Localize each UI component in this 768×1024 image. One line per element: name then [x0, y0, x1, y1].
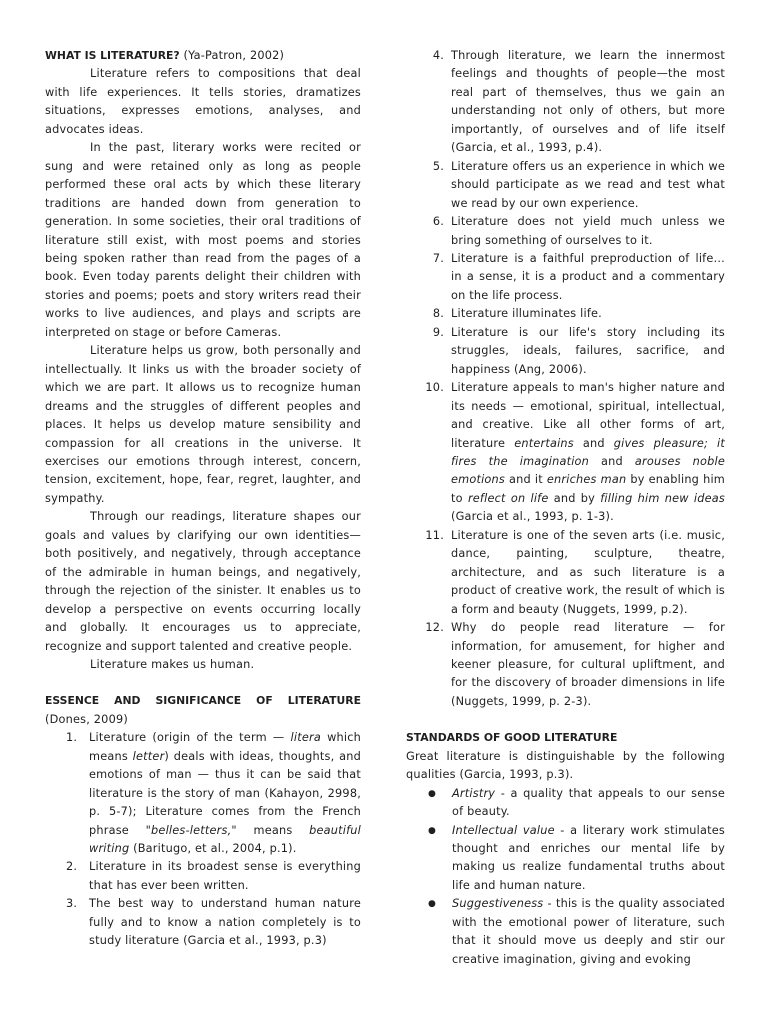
standards-intro: Great literature is distinguishable by the following qualities (Garcia, 1993, p.3). — [406, 749, 725, 782]
bullet-item — [406, 785, 725, 822]
item-text: Literature offers us an experience in which we should participate as we read and test what we read by our own experience. — [451, 159, 725, 210]
item-text: by enabling him to — [451, 473, 725, 505]
item-number: 4. — [432, 49, 444, 62]
paragraph: Literature makes us human. — [90, 657, 255, 671]
item-emphasis: reflect on life — [467, 491, 549, 505]
list-item — [45, 729, 361, 858]
list-item — [406, 158, 725, 213]
essence-list-continued — [406, 47, 725, 711]
bullet-icon: ● — [428, 788, 437, 799]
right-column — [406, 47, 725, 969]
quality-term: Artistry — [452, 786, 496, 800]
item-number: 8. — [432, 307, 444, 321]
item-text: Literature (origin of the term — — [89, 731, 291, 745]
item-text: ) deals with ideas, thoughts, and emotions of man — thus it can be said that literature is the story of man (Kahayon, 2998, p. 5-7); Literature comes from the French phrase — [89, 749, 361, 837]
list-item — [406, 47, 725, 158]
section-citation: (Ya-Patron, 2002) — [179, 49, 285, 62]
quality-term: Intellectual value — [452, 823, 555, 837]
item-text: and it — [505, 473, 547, 487]
item-number: 11. — [425, 528, 444, 542]
essence-list — [45, 729, 361, 950]
item-emphasis: enriches man — [546, 473, 627, 487]
item-number: 10. — [425, 381, 444, 395]
item-text: Why do people read literature — for information, for amusement, for higher and keener pleasure, for cultural upliftment, and for the discovery of broader dimensions in life (Nuggets, 1999, p. 2-3). — [451, 621, 725, 708]
item-number: 12. — [425, 621, 444, 635]
item-emphasis: beautiful writing — [89, 823, 361, 856]
item-number: 5. — [432, 159, 444, 173]
item-text: Literature illuminates life. — [451, 307, 602, 321]
section-title: WHAT IS LITERATURE? — [45, 49, 180, 62]
paragraph: Literature refers to compositions that deal with life experiences. It tells stories, dramatizes situations, expresses emotions, analyses, and advocates ideas. — [45, 67, 361, 136]
item-text: (Garcia et al., 1993, p. 1-3). — [451, 510, 614, 524]
item-number: 2. — [66, 860, 78, 874]
item-emphasis: gives pleasure; it fires the imagination — [451, 436, 726, 468]
left-column — [45, 47, 361, 951]
spacer — [406, 711, 725, 729]
quality-text: - a quality that appeals to our sense of beauty. — [452, 786, 725, 819]
list-item — [406, 213, 725, 250]
item-text: Literature is one of the seven arts (i.e. music, dance, painting, sculpture, theatre, architecture, and as such literature is a product of creative work, the result of which is a form and beauty (Nuggets, 1999, p.2). — [451, 528, 725, 616]
bullet-icon: ● — [428, 825, 437, 836]
bullet-item — [406, 822, 725, 896]
item-text: Through literature, we learn the innermost feelings and thoughts of people—the most real part of themselves, thus we gain an understanding not only of others, but more importantly, of ourselves and of life itself (Garcia, et al., 1993, p.4). — [451, 49, 725, 155]
item-text: Literature is a faithful preproduction of life… in a sense, it is a product and a commentary on the life process. — [451, 251, 725, 302]
item-emphasis: "belles-letters," — [145, 823, 237, 837]
qualities-list — [406, 785, 725, 970]
item-emphasis: letter — [132, 749, 165, 763]
item-text: and by — [548, 491, 601, 505]
section-title: ESSENCE AND SIGNIFICANCE OF LITERATURE — [45, 694, 361, 708]
spacer — [45, 674, 361, 692]
paragraph: Literature helps us grow, both personally and intellectually. It links us with the broader society of which we are part. It allows us to recognize human dreams and the struggles of different peoples and places. It helps us develop mature sensibility and compassion for all creations in the universe. It exercises our emotions through interest, concern, tension, excitement, hope, fear, regret, laughter, and sympathy. — [45, 344, 361, 505]
list-item — [406, 379, 725, 527]
item-emphasis: arouses noble emotions — [451, 454, 725, 487]
quality-term: Suggestiveness — [452, 897, 544, 911]
quality-text: - this is the quality associated with the emotional power of literature, such that it should move us deeply and stir our creative imagination, giving and evoking — [452, 897, 725, 966]
item-text: and — [589, 454, 635, 468]
list-item — [406, 305, 725, 323]
item-number: 6. — [432, 215, 444, 229]
item-text: and — [573, 436, 614, 450]
paragraph: Through our readings, literature shapes our goals and values by clarifying our own identities—both positively, and negatively, through acceptance of the admirable in human beings, and negatively, through the rejection of the sinister. It enables us to develop a perspective on events occurring locally and globally. It encourages us to appreciate, recognize and support talented and creative people. — [45, 510, 361, 653]
item-text: The best way to understand human nature fully and to know a nation completely is to study literature (Garcia et al., 1993, p.3) — [89, 897, 361, 948]
item-text: Literature is our life's story including its struggles, ideals, failures, sacrifice, and happiness (Ang, 2006). — [451, 325, 725, 376]
essence-heading — [45, 692, 361, 729]
item-emphasis: litera — [290, 731, 321, 745]
item-text: (Baritugo, et al., 2004, p.1). — [129, 842, 297, 856]
item-emphasis: entertains — [514, 436, 574, 450]
list-item — [45, 858, 361, 895]
item-text: Literature in its broadest sense is everything that has ever been written. — [89, 860, 361, 892]
item-number: 9. — [432, 325, 444, 339]
bullet-icon: ● — [428, 899, 437, 910]
list-item — [406, 619, 725, 711]
item-number: 3. — [66, 897, 78, 911]
item-text: Literature appeals to man's higher nature and its needs — emotional, spiritual, intellectual, and creative. Like all other forms of art, literature — [451, 381, 725, 450]
section-title: STANDARDS OF GOOD LITERATURE — [406, 731, 618, 745]
item-text: which means — [89, 731, 361, 763]
section-citation: (Dones, 2009) — [45, 712, 128, 726]
item-emphasis: filling him new ideas — [600, 491, 725, 505]
list-item — [406, 250, 725, 305]
quality-text: - a literary work stimulates thought and enriches our mental life by making us realize fundamental truths about life and human nature. — [452, 823, 725, 892]
list-item — [45, 895, 361, 950]
item-number: 1. — [66, 731, 78, 745]
list-item — [406, 527, 725, 619]
item-text: means — [236, 823, 310, 837]
item-number: 7. — [432, 251, 444, 265]
list-item — [406, 324, 725, 379]
bullet-item — [406, 895, 725, 969]
item-text: Literature does not yield much unless we bring something of ourselves to it. — [451, 215, 725, 247]
what-is-literature-heading — [45, 47, 361, 65]
paragraph: In the past, literary works were recited or sung and were retained only as long as people performed these oral acts by which these literary traditions are handed down from generation to generation. In some societies, their oral traditions of literature still exist, with most poems and stories being spoken rather than read from the pages of a book. Even today parents delight their children with stories and poems; poets and story writers read their works to live audiences, and plays and scripts are interpreted on stage or before Cameras. — [45, 141, 361, 339]
standards-heading — [406, 729, 725, 747]
